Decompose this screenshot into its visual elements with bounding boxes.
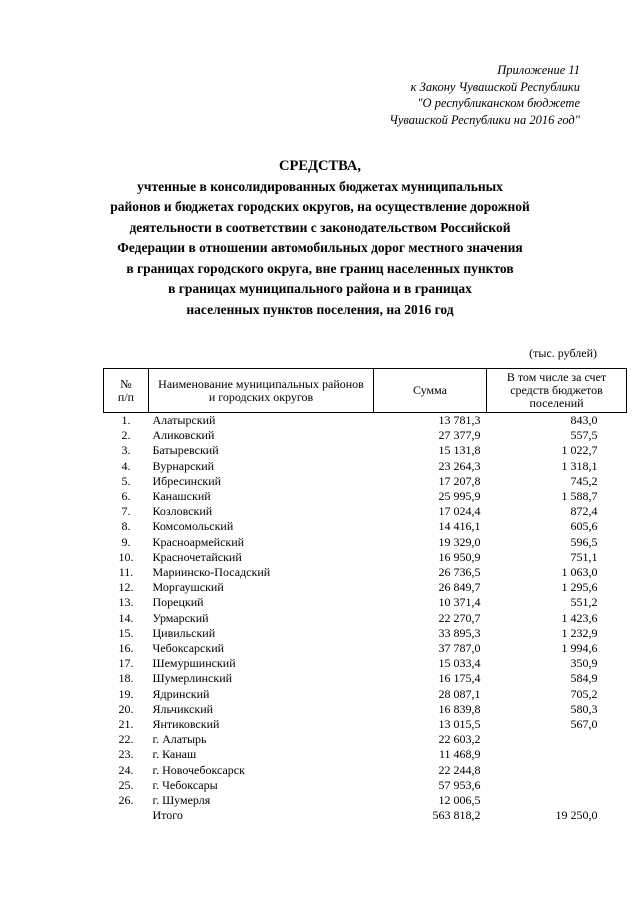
row-name: Шемуршинский [152, 656, 236, 671]
row-sum: 14 416,1 [438, 519, 481, 534]
row-settlements [487, 778, 627, 793]
row-sum: 28 087,1 [438, 686, 481, 701]
row-settlements: 580,3 [570, 701, 598, 716]
total-settlements: 19 250,0 [555, 808, 598, 823]
table-row [104, 611, 627, 626]
row-name: Батыревский [152, 443, 219, 458]
total-row [104, 808, 627, 823]
row-name: Вурнарский [152, 458, 215, 473]
row-name: Красноармейский [152, 534, 245, 549]
row-number: 26. [118, 793, 134, 808]
row-sum: 19 329,0 [438, 534, 481, 549]
row-settlements: 596,5 [570, 534, 598, 549]
row-settlements [487, 747, 627, 762]
row-settlements: 843,0 [570, 413, 598, 427]
row-sum: 22 603,2 [438, 732, 481, 747]
row-settlements: 1 232,9 [561, 625, 598, 640]
header-settlements-line: средств бюджетов [510, 383, 603, 397]
row-name: Яльчикский [152, 701, 214, 716]
title-line: Федерации в отношении автомобильных дорог местного значения [117, 240, 523, 255]
row-name: Козловский [152, 504, 213, 519]
row-sum: 57 953,6 [438, 777, 481, 792]
table-row [104, 717, 627, 732]
row-name: г. Новочебоксарск [152, 762, 245, 777]
row-name: Порецкий [152, 595, 204, 610]
table-row [104, 687, 627, 702]
table-row [104, 702, 627, 717]
row-number: 11. [118, 565, 134, 580]
row-sum: 13 015,5 [438, 717, 481, 732]
row-sum: 23 264,3 [438, 458, 481, 473]
table-row [104, 428, 627, 443]
table-row [104, 778, 627, 793]
row-name: Ибресинский [152, 473, 222, 488]
row-number: 19. [118, 686, 134, 701]
table-row [104, 732, 627, 747]
row-settlements: 1 423,6 [561, 610, 598, 625]
row-number: 13. [118, 595, 134, 610]
row-sum: 17 024,4 [438, 504, 481, 519]
row-number: 14. [118, 610, 134, 625]
unit-label: (тыс. рублей) [529, 346, 597, 360]
row-settlements: 557,5 [570, 428, 598, 443]
title-line: населенных пунктов поселения, на 2016 год [186, 301, 454, 317]
title-line: в границах городского округа, вне границ населенных пунктов [126, 260, 514, 276]
row-number: 9. [121, 534, 131, 549]
document-title [60, 156, 580, 320]
row-settlements: 551,2 [570, 595, 598, 610]
row-settlements: 1 588,7 [561, 489, 598, 504]
title-line: деятельности в соответствии с законодательством Российской [129, 219, 511, 235]
row-number: 21. [118, 717, 134, 732]
title-line: учтенные в консолидированных бюджетах муниципальных [137, 178, 503, 194]
row-settlements: 705,2 [570, 686, 598, 701]
row-name: Шумерлинский [152, 671, 233, 686]
row-sum: 17 207,8 [438, 473, 481, 488]
row-sum: 11 468,9 [438, 747, 481, 762]
row-name: Цивильский [152, 625, 216, 640]
header-settlements [487, 369, 627, 413]
row-name: Янтиковский [152, 717, 220, 732]
row-settlements: 872,4 [570, 504, 598, 519]
header-number-line: п/п [117, 389, 135, 404]
title-line: районов и бюджетах городских округов, на осуществление дорожной [110, 199, 530, 214]
row-settlements: 1 063,0 [561, 565, 598, 580]
table-row [104, 504, 627, 519]
row-number: 8. [121, 519, 131, 534]
row-settlements [487, 793, 627, 808]
row-sum: 16 175,4 [438, 671, 481, 686]
table-row [104, 793, 627, 808]
row-sum: 15 033,4 [438, 656, 481, 671]
table-row [104, 459, 627, 474]
row-settlements: 567,0 [570, 717, 598, 732]
annex-law-title-cont: Чувашской Республики на 2016 год" [389, 112, 580, 127]
table-row [104, 550, 627, 565]
total-label: Итого [152, 808, 183, 823]
row-name: Мариинско-Посадский [152, 565, 271, 580]
row-name: г. Шумерля [152, 793, 211, 808]
row-settlements [487, 763, 627, 778]
row-sum: 10 371,4 [438, 595, 481, 610]
table-row [104, 489, 627, 504]
header-sum: Сумма [374, 369, 487, 413]
row-number: 24. [118, 762, 134, 777]
row-sum: 16 839,8 [438, 701, 481, 716]
header-number-line: № [120, 376, 132, 391]
row-settlements: 751,1 [570, 549, 598, 564]
row-sum: 26 736,5 [438, 565, 481, 580]
row-name: Алатырский [152, 413, 216, 427]
total-sum: 563 818,2 [432, 808, 481, 823]
header-settlements-line: поселений [529, 396, 584, 410]
row-sum: 15 131,8 [438, 443, 481, 458]
row-name: Ядринский [152, 686, 210, 701]
row-settlements [487, 732, 627, 747]
row-number: 4. [121, 458, 131, 473]
header-name [149, 369, 374, 413]
row-sum: 12 006,5 [438, 793, 481, 808]
header-number [104, 369, 149, 413]
funds-table [103, 368, 627, 823]
title-heading: СРЕДСТВА, [279, 158, 361, 174]
row-number: 12. [118, 580, 134, 595]
table-row [104, 580, 627, 595]
row-name: г. Алатырь [152, 732, 207, 747]
total-number [104, 808, 149, 823]
row-name: Комсомольский [152, 519, 234, 534]
row-number: 7. [121, 504, 131, 519]
annex-reference [280, 62, 580, 128]
table-row [104, 474, 627, 489]
row-name: Моргаушский [152, 580, 224, 595]
row-number: 10. [118, 549, 134, 564]
table-row [104, 535, 627, 550]
row-number: 2. [121, 428, 131, 443]
row-sum: 16 950,9 [438, 549, 481, 564]
row-settlements: 1 318,1 [561, 458, 598, 473]
row-sum: 33 895,3 [438, 625, 481, 640]
row-number: 6. [121, 489, 131, 504]
row-number: 20. [118, 701, 134, 716]
annex-law: к Закону Чувашской Республики [410, 79, 580, 94]
row-name: Канашский [152, 489, 211, 504]
row-number: 15. [118, 625, 134, 640]
table-row [104, 519, 627, 534]
row-sum: 37 787,0 [438, 641, 481, 656]
row-name: Аликовский [152, 428, 215, 443]
row-name: г. Чебоксары [152, 777, 218, 792]
table-row [104, 443, 627, 458]
title-line: в границах муниципального района и в границах [168, 281, 472, 296]
table-row [104, 565, 627, 580]
row-number: 5. [121, 473, 131, 488]
row-settlements: 605,6 [570, 519, 598, 534]
row-number: 22. [118, 732, 134, 747]
header-name-line: и городских округов [208, 389, 314, 404]
row-settlements: 584,9 [570, 671, 598, 686]
table-row [104, 413, 627, 429]
row-number: 25. [118, 777, 134, 792]
row-sum: 27 377,9 [438, 428, 481, 443]
annex-number: Приложение 11 [497, 63, 580, 77]
row-number: 17. [118, 656, 134, 671]
row-settlements: 1 994,6 [561, 641, 598, 656]
header-name-line: Наименование муниципальных районов [158, 376, 364, 391]
row-sum: 25 995,9 [438, 489, 481, 504]
table-row [104, 595, 627, 610]
row-name: Красночетайский [152, 549, 242, 564]
row-name: г. Канаш [152, 747, 197, 762]
row-settlements: 350,9 [570, 656, 598, 671]
row-sum: 22 244,8 [438, 762, 481, 777]
row-settlements: 1 022,7 [561, 443, 598, 458]
table-row [104, 747, 627, 762]
row-name: Чебоксарский [152, 641, 225, 656]
row-sum: 13 781,3 [438, 413, 481, 427]
row-number: 16. [118, 641, 134, 656]
row-sum: 26 849,7 [438, 580, 481, 595]
row-number: 23. [118, 747, 134, 762]
header-settlements-line: В том числе за счет [506, 370, 607, 384]
row-number: 1. [121, 413, 131, 427]
table-row [104, 641, 627, 656]
row-name: Урмарский [152, 610, 209, 625]
table-row [104, 656, 627, 671]
table-row [104, 626, 627, 641]
row-number: 18. [118, 671, 134, 686]
row-sum: 22 270,7 [438, 610, 481, 625]
table-header-row [104, 369, 627, 413]
annex-law-title: "О республиканском бюджете [417, 96, 580, 110]
row-settlements: 745,2 [570, 473, 598, 488]
row-settlements: 1 295,6 [561, 580, 598, 595]
row-number: 3. [121, 443, 131, 458]
table-row [104, 671, 627, 686]
table-row [104, 763, 627, 778]
